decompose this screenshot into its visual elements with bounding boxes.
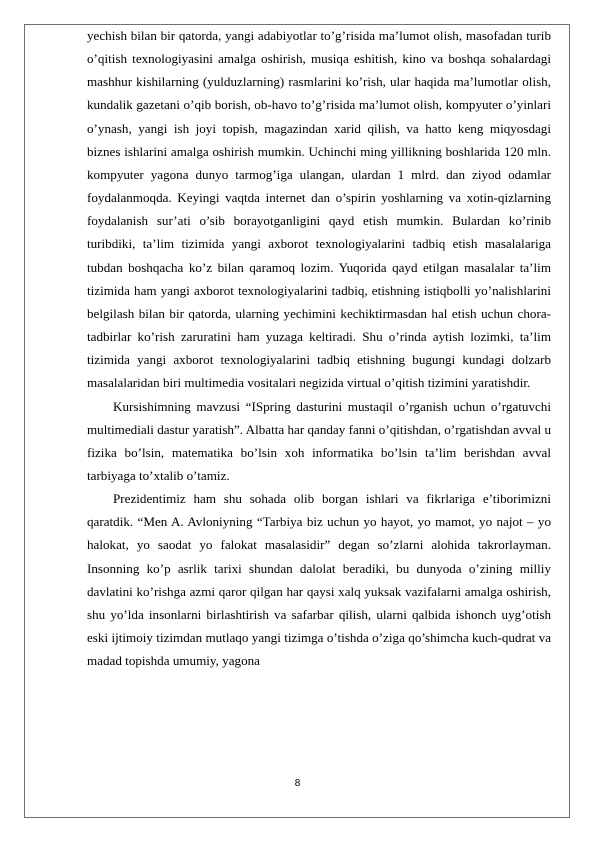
paragraph-continued: yechish bilan bir qatorda, yangi adabiyotlar to’g’risida ma’lumot olish, masofadan turib o’qitish texnologiyasini amalga oshirish, musiqa eshitish, kino va boshqa sohalardagi mashhur kishilarning (yulduzlarning) rasmlarini ko’rish, ular haqida ma’lumotlar olish, kundalik gazetani o’qib borish, ob-havo to’g’risida ma’lumot olish, kompyuter o’yinlari o’ynash, yangi ish joyi topish, magazindan xarid qilish, va hatto keng miqyosdagi biznes ishlarini amalga oshirish mumkin. Uchinchi ming yillikning boshlarida 120 mln. kompyuter yagona dunyo tarmog’iga ulangan, ulardan 1 mlrd. dan ziyod odamlar foydalanmoqda. Keyingi vaqtda internet dan o’spirin yoshlarning va xotin-qizlarning foydalanish sur’ati o’sib borayotganligini qayd etish mumkin. Bulardan ko’rinib turibdiki, ta’lim tizimida yangi axborot texnologiyalarini tadbiq etish masalalariga tubdan boshqacha ko’z bilan qaramoq lozim. Yuqorida qayd etilgan masalalar ta’lim tizimida ham yangi axborot texnologiyalarini tadbiq, etishning istiqbolli yo’nalishlarini belgilash bilan bir qatorda, ularning yechimini kechiktirmasdan hal etish uchun chora-tadbirlar ko’rish zaruratini ham yuzaga keltiradi. Shu o’rinda aytish lozimki, ta’lim tizimida yangi axborot texnologiyalarini tadbiq etishning bugungi kundagi dolzarb masalalaridan biri multimedia vositalari negizida virtual o’qitish tizimini yaratishdir.: [87, 28, 551, 391]
page-number: 8: [294, 778, 301, 789]
paragraph-president-quote: Prezidentimiz ham shu sohada olib borgan ishlari va fikrlariga e’tiborimizni qaratdik. “Men A. Avloniyning “Tarbiya biz uchun yo hayot, yo mamot, yo najot – yo halokat, yo saodat yo falokat masalasidir” degan so’zlarni alohida takrorlayman. Insonning ko’p asrlik tarixi shundan dalolat beradiki, bu dunyoda o’zining milliy davlatini ko’rishga azmi qaror qilgan har qaysi xalq yuksak vazifalarni amalga oshirish, shu yo’lda insonlarni birlashtirish va safarbar qilish, ularni qalbida ishonch uyg’otish eski ijtimoiy tizimdan mutlaqo yangi tizimga o’tishda o’ziga qo’shimcha kuch-qudrat va madad topishda umumiy, yagona: [87, 491, 551, 669]
document-body: [87, 24, 551, 672]
paragraph-course-topic: Kursishimning mavzusi “ISpring dasturini mustaqil o’rganish uchun o’rgatuvchi multimediali dastur yaratish”. Albatta har qanday fanni o’qitishdan, o’rgatishdan avval u fizika bo’lsin, matematika bo’lsin xoh informatika bo’lsin ta’lim berishdan avval tarbiyaga to’xtalib o’tamiz.: [87, 398, 551, 483]
